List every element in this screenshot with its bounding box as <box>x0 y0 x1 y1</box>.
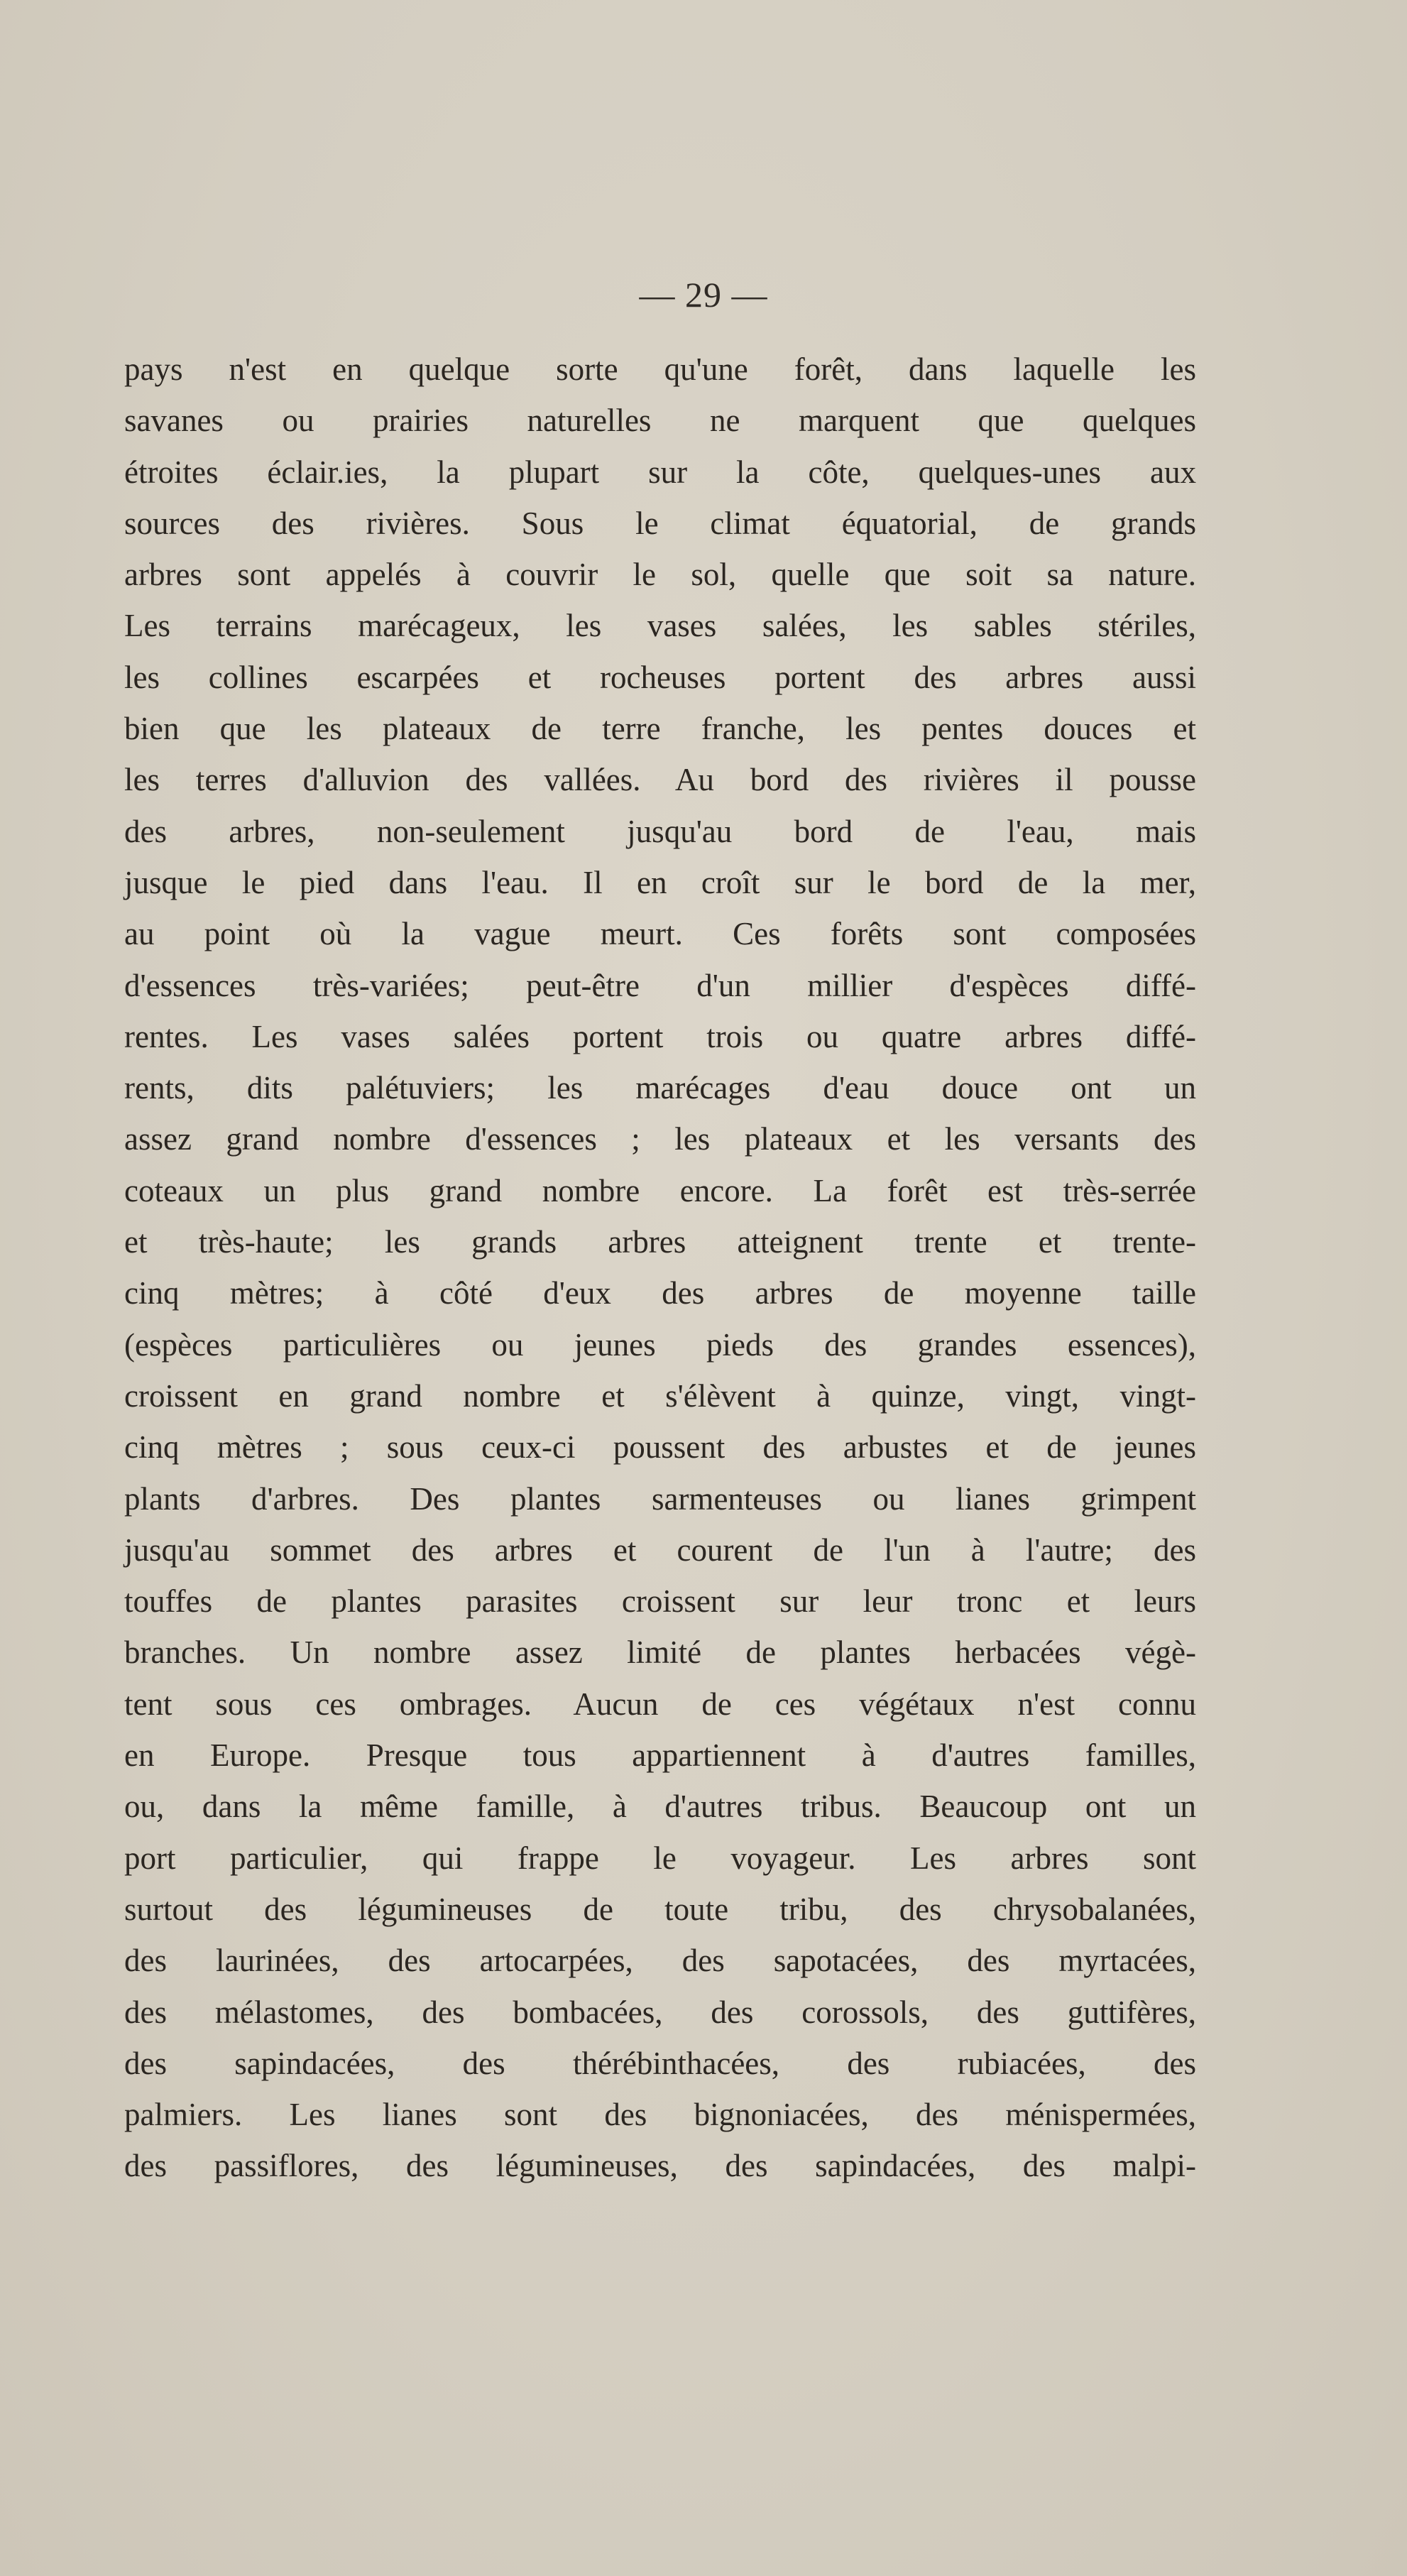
text-line: savanes ou prairies naturelles ne marquent que quelques <box>124 403 1196 439</box>
text-line: coteaux un plus grand nombre encore. La forêt est très-serrée <box>124 1172 1196 1208</box>
text-line: des passiflores, des légumineuses, des sapindacées, des malpi- <box>124 2148 1196 2184</box>
text-line: jusque le pied dans l'eau. Il en croît sur le bord de la mer, <box>124 864 1196 900</box>
text-line: plants d'arbres. Des plantes sarmenteuses ou lianes grimpent <box>124 1480 1196 1517</box>
text-line: et très-haute; les grands arbres atteignent trente et trente- <box>124 1224 1196 1260</box>
text-line: des mélastomes, des bombacées, des corossols, des guttifères, <box>124 1994 1196 2030</box>
text-line: les terres d'alluvion des vallées. Au bord des rivières il pousse <box>124 762 1196 798</box>
text-line: branches. Un nombre assez limité de plantes herbacées végè- <box>124 1634 1196 1671</box>
text-line: jusqu'au sommet des arbres et courent de l'un à l'autre; des <box>124 1532 1196 1568</box>
text-line: pays n'est en quelque sorte qu'une forêt, dans laquelle les <box>124 351 1196 387</box>
body-text <box>124 344 1196 2192</box>
text-line: assez grand nombre d'essences ; les plateaux et les versants des <box>124 1121 1196 1157</box>
text-line: Les terrains marécageux, les vases salées, les sables stériles, <box>124 608 1196 644</box>
text-line: en Europe. Presque tous appartiennent à d'autres familles, <box>124 1737 1196 1774</box>
text-line: cinq mètres ; sous ceux-ci poussent des arbustes et de jeunes <box>124 1429 1196 1466</box>
text-line: (espèces particulières ou jeunes pieds des grandes essences), <box>124 1326 1196 1363</box>
text-line: palmiers. Les lianes sont des bignoniacées, des ménispermées, <box>124 2097 1196 2133</box>
text-line: sources des rivières. Sous le climat équatorial, de grands <box>124 505 1196 541</box>
text-line: étroites éclair.ies, la plupart sur la côte, quelques-unes aux <box>124 454 1196 490</box>
text-line: rents, dits palétuviers; les marécages d'eau douce ont un <box>124 1070 1196 1106</box>
text-line: tent sous ces ombrages. Aucun de ces végétaux n'est connu <box>124 1686 1196 1722</box>
text-line: port particulier, qui frappe le voyageur. Les arbres sont <box>124 1840 1196 1876</box>
text-line: des arbres, non-seulement jusqu'au bord de l'eau, mais <box>124 813 1196 849</box>
text-line: les collines escarpées et rocheuses portent des arbres aussi <box>124 659 1196 695</box>
text-line: des laurinées, des artocarpées, des sapotacées, des myrtacées, <box>124 1943 1196 1979</box>
text-line: cinq mètres; à côté d'eux des arbres de moyenne taille <box>124 1275 1196 1311</box>
text-line: bien que les plateaux de terre franche, les pentes douces et <box>124 711 1196 747</box>
text-line: surtout des légumineuses de toute tribu, des chrysobalanées, <box>124 1891 1196 1927</box>
text-line: ou, dans la même famille, à d'autres tribus. Beaucoup ont un <box>124 1789 1196 1825</box>
text-line: touffes de plantes parasites croissent sur leur tronc et leurs <box>124 1583 1196 1620</box>
text-line: des sapindacées, des thérébinthacées, des rubiacées, des <box>124 2045 1196 2081</box>
text-line: croissent en grand nombre et s'élèvent à quinze, vingt, vingt- <box>124 1377 1196 1414</box>
text-line: d'essences très-variées; peut-être d'un millier d'espèces diffé- <box>124 967 1196 1003</box>
text-line: au point où la vague meurt. Ces forêts sont composées <box>124 916 1196 952</box>
page-number: — 29 — <box>639 275 768 315</box>
text-line: arbres sont appelés à couvrir le sol, quelle que soit sa nature. <box>124 557 1196 593</box>
text-line: rentes. Les vases salées portent trois ou quatre arbres diffé- <box>124 1018 1196 1054</box>
